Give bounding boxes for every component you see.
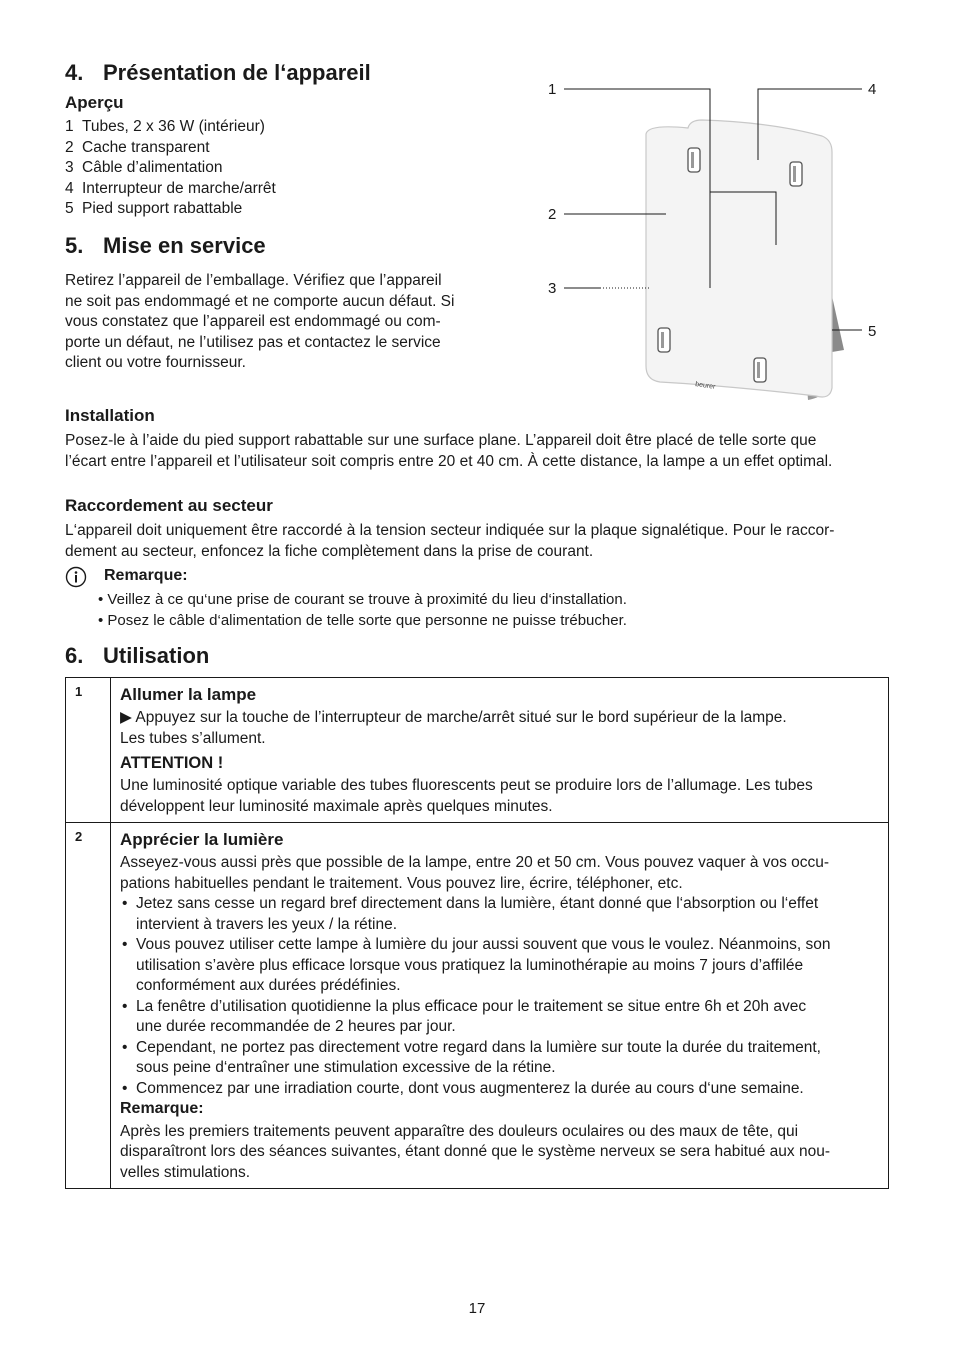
list-item: • Vous pouvez utiliser cette lampe à lumière du jour aussi souvent que vous le voulez. Néanmoins, son utilisation s’avère plus efficace lorsque vous pratiquez la luminothérapie au moins 7 jours d’affilée conformément aux durées prédéfinies.: [120, 935, 878, 997]
list-item: • La fenêtre d’utilisation quotidienne la plus efficace pour le traitement se situe entre 6h et 20h avec une durée recommandée de 2 heures par jour.: [120, 997, 878, 1038]
list-item: 3 Câble d’alimentation: [65, 159, 223, 176]
step-title: Allumer la lampe: [120, 685, 257, 704]
note-bullets: [98, 590, 898, 631]
step-title: Apprécier la lumière: [120, 830, 284, 849]
table-row: [66, 678, 889, 823]
installation-text: Posez-le à l’aide du pied support rabattable sur une surface plane. L’appareil doit être placé de telle sorte que l’écart entre l’appareil et l’utilisateur soit compris entre 20 et 40 cm. À cette distance, la lampe a un effet optimal.: [65, 432, 833, 470]
step-instruction: ▶ Appuyez sur la touche de l’interrupteur de marche/arrêt situé sur le bord supérieur de la lampe.: [120, 709, 787, 726]
section-5-heading: 5. Mise en service: [65, 233, 266, 258]
parts-list: [65, 117, 276, 220]
step-result: Les tubes s’allument.: [120, 729, 266, 747]
section-6-heading: 6. Utilisation: [65, 643, 210, 668]
list-item: 4 Interrupteur de marche/arrêt: [65, 179, 276, 197]
list-item: • Jetez sans cesse un regard bref directement dans la lumière, étant donné que l‘absorption ou l‘effet intervient à travers les yeux / la rétine.: [120, 894, 878, 935]
list-item: 2 Cache transparent: [65, 138, 210, 156]
brand-logo: beurer: [694, 381, 716, 391]
step-content: Allumer la lampe ▶ Appuyez sur la touche de l’interrupteur de marche/arrêt situé sur le bord supérieur de la lampe. Les tubes s’allument. ATTENTION ! Une luminosité optique variable des tubes fluorescents peut se produire lors de l’allumage. Les tubes développent leur luminosité maximale après quelques minutes.: [111, 678, 889, 823]
callout-3: 3: [548, 280, 557, 297]
info-icon: [65, 566, 87, 588]
section-5-intro: Retirez l’appareil de l’emballage. Vérifiez que l’appareil ne soit pas endommagé et ne comporte aucun défaut. Si vous constatez que l’appareil est endommagé ou com- porte un défaut, ne l’utilisez pas et contactez le service client ou votre fournisseur.: [65, 272, 455, 371]
step-content: Apprécier la lumière Asseyez-vous aussi près que possible de la lampe, entre 20 et 50 cm. Vous pouvez vaquer à vos occu- pations habituelles pendant le traitement. Vous pouvez lire, écrire, téléphoner, etc. • Jetez sans cesse un regard bref directement dans la lumière, étant donné que l‘absorption ou l‘effet intervient à travers les yeux / la rétine. • Vous pouvez utiliser cette lampe à lumière du jour aussi souvent que vous le voulez. Néanmoins, son utilisation s’avère plus efficace lorsque vous pratiquez la luminothérapie au moins 7 jours d’affilée conformément aux durées prédéfinies. • La fenêtre d’utilisation quotidienne la plus efficace pour le traitement se situe entre 6h et 20h avec une durée recommandée de 2 heures par jour. • Cependant, ne portez pas directement votre regard dans la lumière sur toute la durée du traitement, sous peine d‘entraîner une stimulation excessive de la rétine. • Commencez par une irradiation courte, dont vous augmenterez la durée au cours d‘une semaine. Remarque: Après les premiers traitements peuvent apparaître des douleurs oculaires ou des maux de tête, qui disparaîtront lors des séances suivantes, étant donné que le système nerveux se sera habitué aux nou- velles stimulations.: [111, 823, 889, 1189]
list-item: • Commencez par une irradiation courte, dont vous augmenterez la durée au cours d‘une semaine.: [120, 1079, 878, 1100]
remark-title: Remarque:: [120, 1100, 204, 1117]
page-number: 17: [468, 1300, 486, 1317]
list-item: • Cependant, ne portez pas directement votre regard dans la lumière sur toute la durée du traitement, sous peine d‘entraîner une stimulation excessive de la rétine.: [120, 1038, 878, 1079]
step-number: 2: [66, 823, 111, 1189]
note-title: Remarque:: [104, 567, 188, 584]
device-illustration: [540, 70, 900, 410]
front-panel: [646, 120, 832, 397]
table-row: [66, 823, 889, 1189]
callout-5: 5: [868, 323, 877, 340]
callout-2: 2: [548, 206, 557, 223]
list-item: • Veillez à ce qu‘une prise de courant se trouve à proximité du lieu d‘installation.: [98, 591, 627, 608]
callout-1: 1: [548, 81, 557, 98]
list-item: 1 Tubes, 2 x 36 W (intérieur): [65, 118, 265, 135]
warning-title: ATTENTION !: [120, 754, 224, 772]
overview-title: Aperçu: [65, 93, 124, 112]
mains-text: L‘appareil doit uniquement être raccordé à la tension secteur indiquée sur la plaque signalétique. Pour le raccor- dement au secteur, enfoncez la fiche complètement dans la prise de courant.: [65, 522, 835, 560]
callout-4: 4: [868, 81, 877, 98]
step-number: 1: [66, 678, 111, 823]
section-4-heading: 4. Présentation de l‘appareil: [65, 60, 371, 85]
list-item: 5 Pied support rabattable: [65, 200, 243, 217]
list-item: • Posez le câble d‘alimentation de telle sorte que personne ne puisse trébucher.: [98, 611, 627, 629]
usage-table: [65, 677, 889, 1189]
installation-title: Installation: [65, 406, 155, 425]
mains-title: Raccordement au secteur: [65, 496, 273, 515]
